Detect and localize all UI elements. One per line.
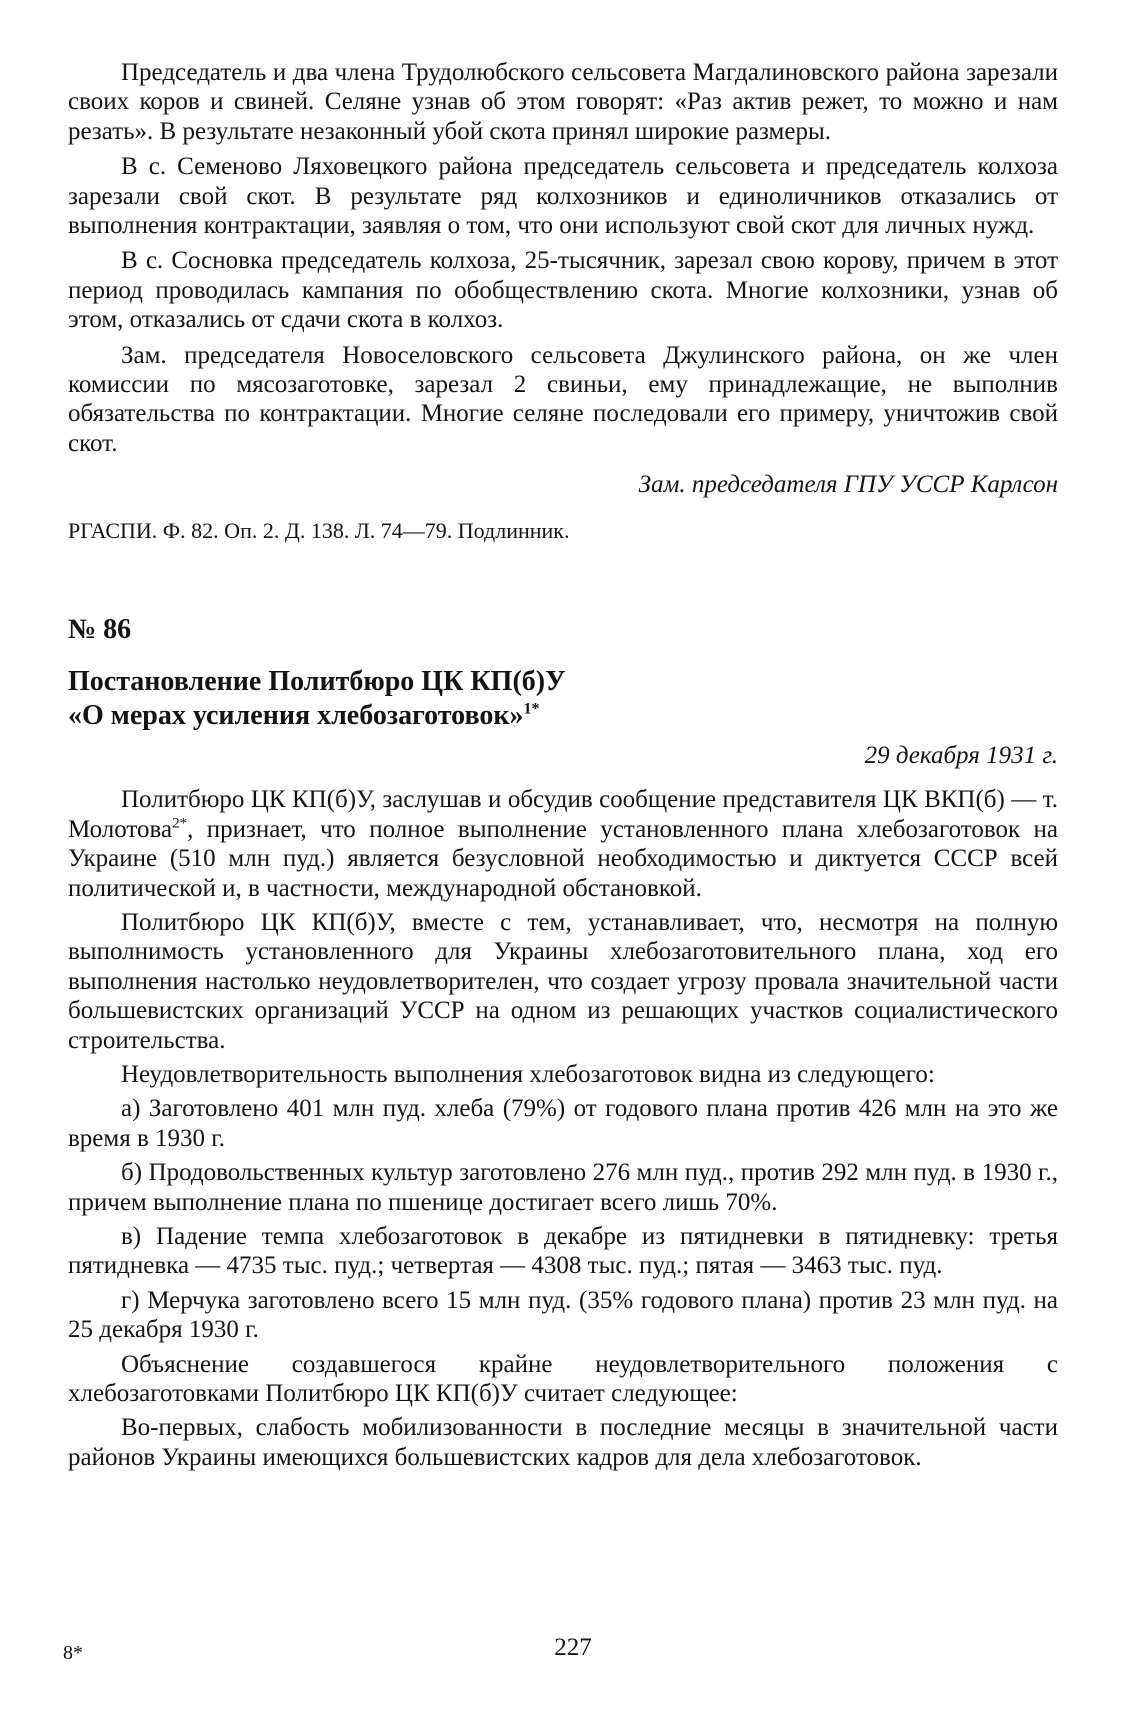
paragraph: Зам. председателя Новоселовского сельсовета Джулинского района, он же член комиссии по мясозаготовке, зарезал 2 свиньи, ему принадлежащие, не выполнив обязательства по контрактации. Многие селяне последовали его примеру, уничтожив свой скот.: [68, 341, 1058, 457]
document-title-line2-text: «О мерах усиления хлебозаготовок»: [68, 700, 524, 732]
paragraph: [68, 785, 1058, 903]
paragraph-text: Политбюро ЦК КП(б)У, заслушав и обсудив сообщение представителя ЦК ВКП(б) — т. Молотова: [68, 786, 1058, 843]
page-content: [68, 58, 1058, 1472]
document-title-line2: [68, 699, 1058, 733]
paragraph: Неудовлетворительность выполнения хлебозаготовок видна из следующего:: [121, 1060, 935, 1088]
list-item: б) Продовольственных культур заготовлено 276 млн пуд., против 292 млн пуд. в 1930 г., причем выполнение плана по пшенице достигает всего лишь 70%.: [68, 1159, 1058, 1216]
list-item: г) Мерчука заготовлено всего 15 млн пуд. (35% годового плана) против 23 млн пуд. на 25 декабря 1930 г.: [68, 1286, 1058, 1344]
document-title-line1: Постановление Политбюро ЦК КП(б)У: [68, 666, 566, 698]
document-number: № 86: [68, 614, 132, 646]
paragraph: Во-первых, слабость мобилизованности в последние месяцы в значительной части районов Украины имеющихся большевистских кадров для дела хлебозаготовок.: [68, 1414, 1058, 1471]
archive-source: РГАСПИ. Ф. 82. Оп. 2. Д. 138. Л. 74—79. Подлинник.: [68, 518, 570, 544]
page-footer: [0, 1634, 1146, 1674]
paragraph-text: , признает, что полное выполнение установленного плана хлебозаготовок на Украине (510 млн пуд.) является безусловной необходимостью и диктуется СССР всей политической и, в частности, международной обстановкой.: [68, 815, 1058, 902]
document-title: [68, 665, 1058, 733]
paragraph: В с. Семеново Ляховецкого района председатель сельсовета и председатель колхоза зарезали свой скот. В результате ряд колхозников и единоличников отказались от выполнения контрактации, заявляя о том, что они используют свой скот для личных нужд.: [68, 153, 1058, 240]
page-number: 227: [554, 1634, 592, 1661]
footnote-marker: 2*: [172, 815, 188, 832]
list-item: а) Заготовлено 401 млн пуд. хлеба (79%) от годового плана против 426 млн на это же время в 1930 г.: [68, 1095, 1058, 1152]
title-footnote-marker: 1*: [523, 700, 540, 718]
signature-mark: 8*: [63, 1642, 83, 1664]
signature: Зам. председателя ГПУ УССР Карлсон: [638, 471, 1058, 499]
paragraph: Председатель и два члена Трудолюбского сельсовета Магдалиновского района зарезали своих коров и свиней. Селяне узнав об этом говорят: «Раз актив режет, то можно и нам резать». В результате незаконный убой скота принял широкие размеры.: [68, 59, 1058, 145]
list-item: в) Падение темпа хлебозаготовок в декабре из пятидневки в пятидневку: третья пятидневка — 4735 тыс. пуд.; четвертая — 4308 тыс. пуд.; пятая — 3463 тыс. пуд.: [68, 1222, 1058, 1280]
paragraph: Объяснение создавшегося крайне неудовлетворительного положения с хлебозаготовками Политбюро ЦК КП(б)У считает следующее:: [68, 1350, 1058, 1407]
paragraph: В с. Сосновка председатель колхоза, 25-тысячник, зарезал свою корову, причем в этот период проводилась кампания по обобществлению скота. Многие колхозники, узнав об этом, отказались от сдачи скота в колхоз.: [68, 247, 1058, 334]
paragraph: Политбюро ЦК КП(б)У, вместе с тем, устанавливает, что, несмотря на полную выполнимость установленного для Украины хлебозаготовительного плана, ход его выполнения настолько неудовлетворителен, что создает угрозу провала значительной части большевистских организаций УССР на одном из решающих участков социалистического строительства.: [68, 908, 1058, 1054]
document-date: 29 декабря 1931 г.: [864, 742, 1058, 770]
